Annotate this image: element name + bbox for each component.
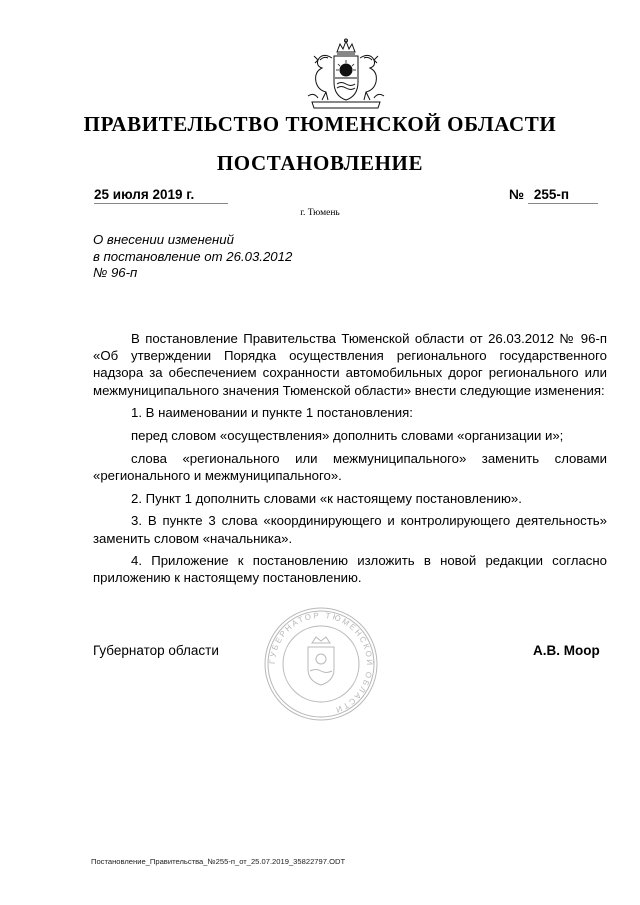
government-title: ПРАВИТЕЛЬСТВО ТЮМЕНСКОЙ ОБЛАСТИ: [83, 112, 557, 136]
document-subject: [93, 232, 353, 282]
body-paragraph: перед словом «осуществления» дополнить словами «организации и»;: [131, 428, 564, 444]
document-number: [509, 187, 598, 204]
number-value: 255-п: [528, 187, 598, 204]
document-type: ПОСТАНОВЛЕНИЕ: [216, 151, 424, 175]
number-prefix: №: [509, 187, 525, 202]
subject-line: в постановление от 26.03.2012: [93, 248, 293, 264]
body-paragraph: 1. В наименовании и пункте 1 постановления:: [131, 405, 413, 421]
subject-line: О внесении изменений: [93, 232, 234, 247]
seal-text: ГУБЕРНАТОР ТЮМЕНСКОЙ ОБЛАСТИ: [267, 610, 375, 715]
body-paragraph: 4. Приложение к постановлению изложить в новой редакции согласно приложению к настоящему постановлению.: [93, 553, 607, 586]
coat-of-arms-icon: [304, 38, 388, 112]
footer-filename: Постановление_Правительства_№255-п_от_25.07.2019_35822797.ODT: [91, 857, 346, 866]
body-paragraph: слова «регионального или межмуниципального» заменить словами «регионального и межмуниципального».: [93, 450, 607, 483]
subject-line: № 96-п: [93, 265, 138, 280]
document-date: 25 июля 2019 г.: [94, 187, 228, 204]
body-paragraph: В постановление Правительства Тюменской области от 26.03.2012 № 96-п «Об утверждении Порядка осуществления регионального государственного надзора за обеспечением сохранности автомобильных дорог регионального или межмуниципального значения Тюменской области» внести следующие изменения:: [93, 331, 607, 398]
document-body: [93, 330, 607, 592]
body-paragraph: 3. В пункте 3 слова «координирующего и контролирующего деятельность» заменить словом «начальника».: [93, 513, 607, 546]
signatory-name: А.В. Моор: [533, 643, 600, 658]
body-paragraph: 2. Пункт 1 дополнить словами «к настоящему постановлению».: [131, 490, 522, 506]
official-seal-icon: [262, 605, 380, 723]
signatory-position: Губернатор области: [93, 643, 219, 658]
document-city: г. Тюмень: [300, 208, 340, 218]
